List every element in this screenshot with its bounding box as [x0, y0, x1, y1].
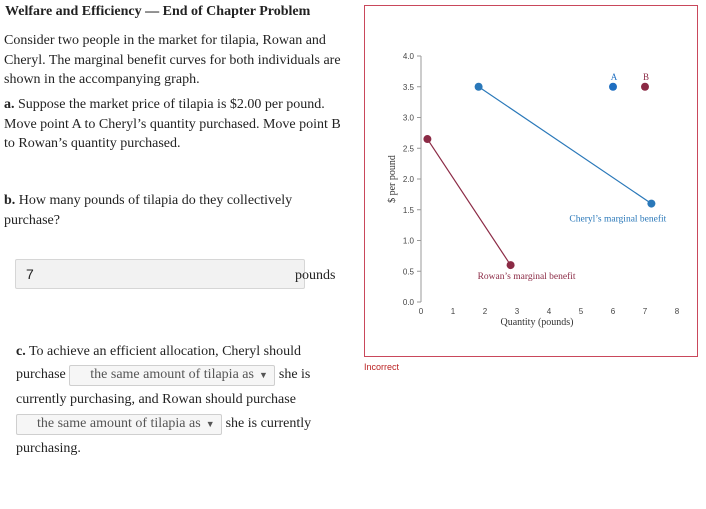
page-title: Welfare and Efficiency — End of Chapter Problem: [5, 4, 311, 19]
chevron-down-icon: ▼: [258, 370, 268, 380]
part-c-after-select1: she is: [278, 367, 311, 382]
y-tick-label: 2.5: [402, 144, 414, 154]
part-c-line-5: purchasing.: [16, 441, 81, 456]
cheryl-allocation-dropdown[interactable]: [69, 365, 275, 386]
movable-point-label: A: [610, 71, 618, 82]
y-tick-label: 0.0: [402, 298, 414, 307]
series-point: [647, 200, 655, 208]
answer-input[interactable]: [15, 259, 305, 289]
part-c-line-1: [16, 344, 301, 360]
part-b-text: How many pounds of tilapia do they collectively purchase?: [4, 193, 293, 228]
x-tick-label: 0: [418, 307, 424, 316]
movable-point-a[interactable]: [609, 83, 617, 91]
y-axis-label: $ per pound: [387, 155, 398, 203]
y-tick-label: 3.5: [402, 82, 414, 92]
series-point: [475, 83, 483, 91]
marginal-benefit-chart: [365, 6, 697, 356]
part-a-question: [4, 95, 344, 154]
series-line-1: [479, 87, 652, 204]
series-point: [423, 135, 431, 143]
rowan-allocation-dropdown[interactable]: [16, 414, 222, 435]
x-tick-label: 2: [482, 307, 488, 316]
series-label: Cheryl’s marginal benefit: [569, 214, 667, 225]
x-tick-label: 7: [642, 307, 648, 316]
movable-point-label: B: [642, 71, 650, 82]
part-a-text: Suppose the market price of tilapia is $2.00 per pound. Move point A to Cheryl’s quantity purchased. Move point B to Rowan’s quantity purchased.: [4, 97, 341, 151]
purchase-word: purchase: [16, 367, 66, 382]
part-c-line-3: currently purchasing, and Rowan should purchase: [16, 392, 296, 407]
series-label: Rowan’s marginal benefit: [477, 272, 576, 283]
cheryl-allocation-value: the same amount of tilapia as: [90, 367, 254, 382]
part-b-label: b.: [4, 193, 16, 208]
movable-point-b[interactable]: [641, 83, 649, 91]
x-tick-label: 6: [610, 307, 616, 316]
x-tick-label: 1: [450, 307, 456, 316]
y-tick-label: 0.5: [402, 267, 414, 277]
y-tick-label: 1.5: [402, 205, 414, 215]
y-tick-label: 4.0: [402, 52, 414, 61]
part-c-line1-text: To achieve an efficient allocation, Cheryl should: [25, 344, 302, 359]
part-c-line-4: [16, 414, 311, 435]
rowan-allocation-value: the same amount of tilapia as: [37, 416, 201, 431]
chevron-down-icon: ▼: [205, 419, 215, 429]
series-point: [507, 261, 515, 269]
part-b-question: [4, 191, 344, 230]
feedback-incorrect: Incorrect: [364, 362, 400, 372]
y-tick-label: 2.0: [402, 175, 414, 184]
x-tick-label: 3: [514, 307, 520, 316]
part-c-line-2: [16, 365, 310, 386]
series-line-0: [427, 139, 510, 265]
part-c-after-select2: she is currently: [225, 416, 312, 431]
part-c-label: c.: [16, 344, 26, 359]
answer-unit: pounds: [295, 268, 336, 283]
x-tick-label: 5: [578, 307, 584, 316]
answer-value: 7: [26, 266, 34, 282]
y-tick-label: 3.0: [402, 113, 414, 123]
x-tick-label: 4: [546, 307, 552, 316]
y-tick-label: 1.0: [402, 236, 414, 246]
x-tick-label: 8: [674, 307, 680, 316]
part-a-label: a.: [4, 97, 15, 112]
intro-text: Consider two people in the market for tilapia, Rowan and Cheryl. The marginal benefit curves for both individuals are shown in the accompanying graph.: [4, 33, 341, 87]
x-axis-label: Quantity (pounds): [500, 317, 574, 328]
